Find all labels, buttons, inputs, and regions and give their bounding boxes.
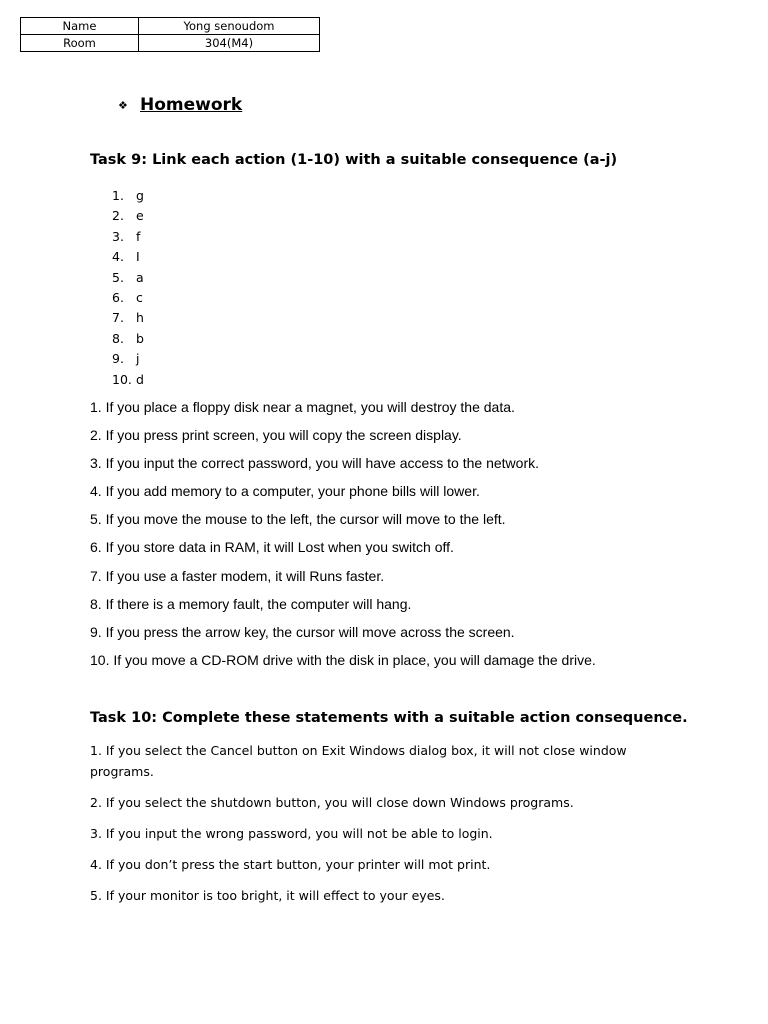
student-info-table — [20, 17, 320, 52]
list-item — [112, 268, 144, 288]
diamond-bullet-icon: ❖ — [118, 98, 128, 112]
answer-letter: d — [136, 371, 144, 387]
answer-letter: e — [136, 208, 144, 224]
answer-letter: b — [136, 330, 144, 346]
answer-number: 7. — [112, 310, 124, 326]
list-item — [112, 288, 144, 308]
list-item: 8. If there is a memory fault, the computer will hang. — [90, 595, 412, 612]
list-item: 2. If you press print screen, you will copy the screen display. — [90, 427, 462, 444]
info-row-name — [21, 18, 320, 35]
answer-letter: c — [136, 289, 143, 305]
task10-title: Task 10: Complete these statements with a suitable action consequence. — [90, 710, 688, 726]
list-item — [112, 370, 144, 390]
list-item: 1. If you place a floppy disk near a magnet, you will destroy the data. — [90, 399, 515, 415]
list-item: 9. If you press the arrow key, the cursor will move across the screen. — [90, 623, 515, 640]
info-row-room — [21, 35, 320, 52]
list-item: 3. If you input the correct password, you will have access to the network. — [90, 455, 539, 472]
list-item: 7. If you use a faster modem, it will Runs faster. — [90, 567, 385, 584]
list-item: 4. If you don’t press the start button, your printer will mot print. — [90, 857, 491, 872]
list-item: 10. If you move a CD-ROM drive with the disk in place, you will damage the drive. — [90, 651, 596, 668]
homework-heading — [118, 95, 242, 115]
answer-number: 10. — [112, 371, 132, 387]
list-item — [112, 186, 144, 206]
list-item — [112, 349, 144, 369]
list-item — [112, 227, 144, 247]
list-item: 5. If your monitor is too bright, it will effect to your eyes. — [90, 888, 445, 903]
list-item: 2. If you select the shutdown button, you will close down Windows programs. — [90, 795, 574, 810]
info-label: Room — [21, 35, 139, 52]
answer-number: 5. — [112, 269, 124, 285]
list-item: 1. If you select the Cancel button on Exit Windows dialog box, it will not close window programs. — [90, 743, 627, 779]
info-value: Yong senoudom — [139, 18, 320, 35]
task9-title: Task 9: Link each action (1-10) with a suitable consequence (a-j) — [90, 152, 618, 168]
answer-number: 9. — [112, 351, 124, 367]
info-label: Name — [21, 18, 139, 35]
answer-number: 4. — [112, 249, 124, 265]
list-item — [112, 308, 144, 328]
answer-number: 3. — [112, 228, 124, 244]
homework-title: Homework — [140, 95, 243, 115]
answer-number: 6. — [112, 289, 124, 305]
task10-sentence-list — [90, 740, 650, 916]
list-item: 3. If you input the wrong password, you will not be able to login. — [90, 826, 493, 841]
list-item — [112, 206, 144, 226]
list-item: 6. If you store data in RAM, it will Lost when you switch off. — [90, 539, 454, 556]
list-item — [112, 247, 144, 267]
answer-letter: a — [136, 269, 144, 285]
answer-number: 8. — [112, 330, 124, 346]
answer-number: 1. — [112, 188, 124, 203]
answer-letter: g — [136, 188, 144, 203]
info-value: 304(M4) — [139, 35, 320, 52]
task9-answer-list — [112, 186, 144, 390]
list-item: 4. If you add memory to a computer, your phone bills will lower. — [90, 483, 480, 500]
answer-letter: I — [136, 249, 140, 265]
list-item: 5. If you move the mouse to the left, the cursor will move to the left. — [90, 511, 506, 528]
answer-letter: j — [136, 351, 140, 367]
task9-sentence-list — [90, 397, 596, 678]
answer-letter: f — [136, 228, 141, 244]
answer-letter: h — [136, 310, 144, 326]
answer-number: 2. — [112, 208, 124, 224]
list-item — [112, 329, 144, 349]
